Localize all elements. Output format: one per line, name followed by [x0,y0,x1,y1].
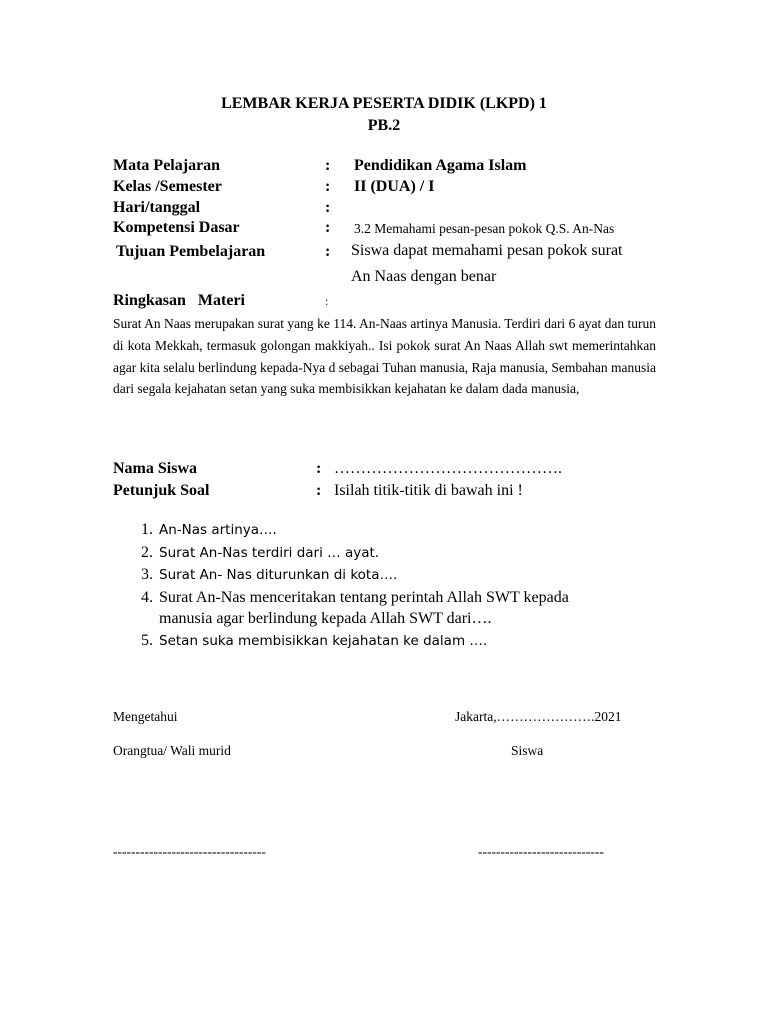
document-title: LEMBAR KERJA PESERTA DIDIK (LKPD) 1 [221,95,547,112]
mengetahui-label: Mengetahui [113,709,178,724]
signature-line-right: ---------------------------- [478,844,604,859]
siswa-label: Siswa [511,743,544,758]
nama-siswa-value: ……………………………………. [334,460,562,477]
ringkasan-materi-colon: : [325,294,329,308]
kelas-semester-value: II (DUA) / I [354,178,435,195]
question-item: 2. Surat An-Nas terdiri dari … ayat. [157,542,677,565]
nama-siswa-colon: : [316,460,322,477]
kelas-semester-label: Kelas /Semester [113,178,222,195]
kompetensi-dasar-value: 3.2 Memahami pesan-pesan pokok Q.S. An-Nas [354,221,615,236]
question-item: 1. An-Nas artinya…. [157,519,677,542]
petunjuk-soal-colon: : [316,482,322,499]
hari-tanggal-label: Hari/tanggal [113,199,201,216]
signature-line-left: ---------------------------------- [113,844,266,859]
mata-pelajaran-label: Mata Pelajaran [113,157,221,174]
question-list [113,519,677,652]
question-item: 5. Setan suka membisikkan kejahatan ke dalam …. [157,630,677,653]
tujuan-pembelajaran-colon: : [325,243,331,260]
nama-siswa-label: Nama Siswa [113,460,198,477]
tujuan-pembelajaran-value-2: An Naas dengan benar [351,268,497,285]
mata-pelajaran-value: Pendidikan Agama Islam [354,157,527,174]
ringkasan-materi-label: Ringkasan Materi [113,292,245,309]
tujuan-pembelajaran-value-1: Siswa dapat memahami pesan pokok surat [351,242,623,259]
question-item: 4. Surat An-Nas menceritakan tentang perintah Allah SWT kepada manusia agar berlindung kepada Allah SWT dari…. [157,587,677,630]
kompetensi-dasar-label: Kompetensi Dasar [113,219,240,236]
question-item: 3. Surat An- Nas diturunkan di kota…. [157,564,677,587]
orangtua-label: Orangtua/ Wali murid [113,743,231,758]
kompetensi-dasar-colon: : [325,219,331,236]
ringkasan-materi-text: Surat An Naas merupakan surat yang ke 114. An-Naas artinya Manusia. Terdiri dari 6 ayat dan turun di kota Mekkah, termasuk golongan makkiyah.. Isi pokok surat An Naas Allah swt memerintahkan agar kita selalu berlindung kepada-Nya d sebagai Tuhan manusia, Raja manusia, Sembahan manusia dari segala kejahatan setan yang suka membisikkan kejahatan ke dalam dada manusia, [113,316,656,397]
mata-pelajaran-colon: : [325,157,331,174]
place-date: Jakarta,………………….2021 [455,709,622,724]
document-subtitle: PB.2 [367,117,401,134]
kelas-semester-colon: : [325,178,331,195]
petunjuk-soal-label: Petunjuk Soal [113,482,210,499]
tujuan-pembelajaran-label: Tujuan Pembelajaran [116,243,266,260]
hari-tanggal-colon: : [325,199,331,216]
petunjuk-soal-value: Isilah titik-titik di bawah ini ! [334,482,523,499]
